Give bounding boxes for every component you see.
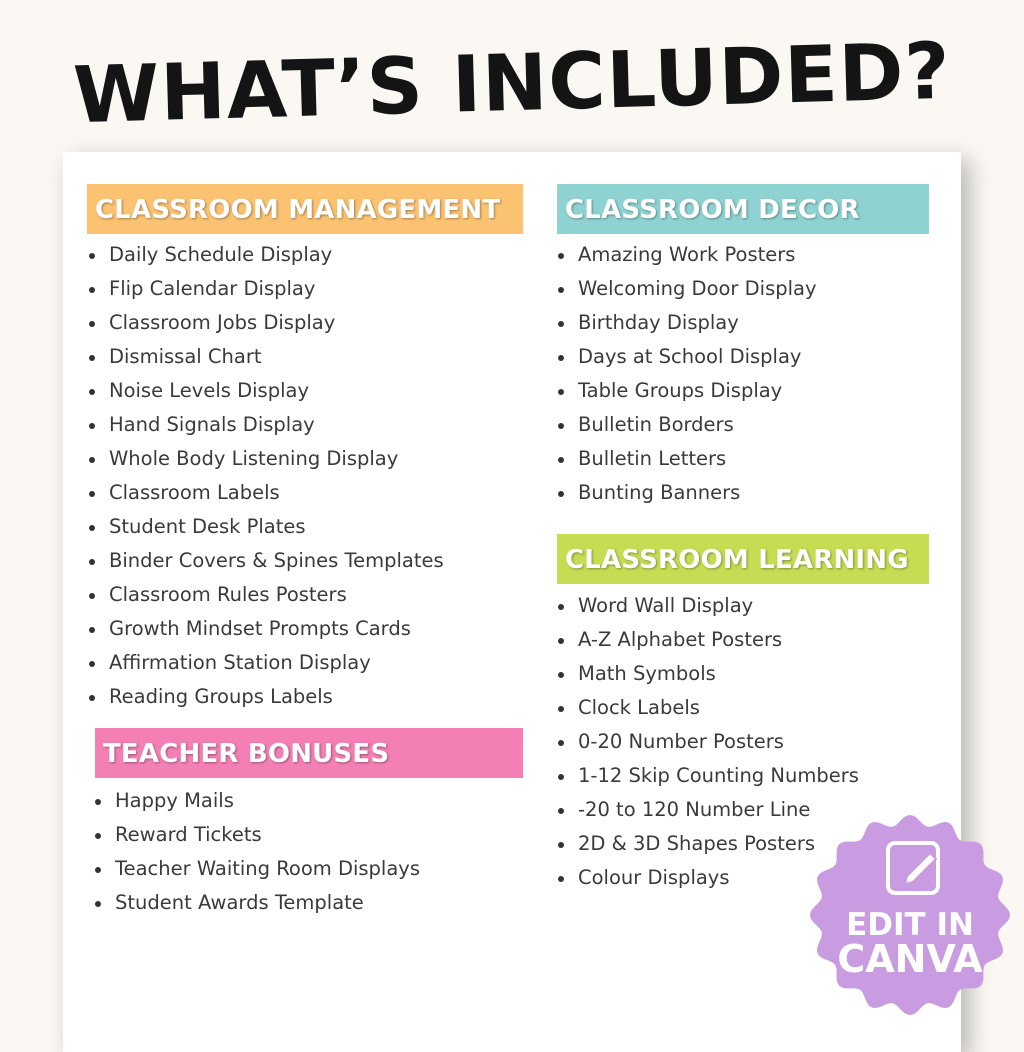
list-item: Welcoming Door Display bbox=[558, 272, 817, 306]
list-item: Daily Schedule Display bbox=[89, 238, 444, 272]
list-item: A-Z Alphabet Posters bbox=[558, 623, 859, 657]
list-item: 0-20 Number Posters bbox=[558, 725, 859, 759]
list-item: Classroom Jobs Display bbox=[89, 306, 444, 340]
list-item: Colour Displays bbox=[558, 861, 859, 895]
section-heading-classroom-management: CLASSROOM MANAGEMENT bbox=[87, 184, 523, 234]
list-item: Student Desk Plates bbox=[89, 510, 444, 544]
list-item: Classroom Labels bbox=[89, 476, 444, 510]
list-item: Reward Tickets bbox=[95, 818, 420, 852]
list-item: Word Wall Display bbox=[558, 589, 859, 623]
section-heading-teacher-bonuses: TEACHER BONUSES bbox=[95, 728, 523, 778]
list-item: Table Groups Display bbox=[558, 374, 817, 408]
list-item: 1-12 Skip Counting Numbers bbox=[558, 759, 859, 793]
list-item: -20 to 120 Number Line bbox=[558, 793, 859, 827]
list-item: Classroom Rules Posters bbox=[89, 578, 444, 612]
list-item: Noise Levels Display bbox=[89, 374, 444, 408]
list-item: Binder Covers & Spines Templates bbox=[89, 544, 444, 578]
list-item: Birthday Display bbox=[558, 306, 817, 340]
edit-in-canva-badge[interactable] bbox=[810, 815, 1010, 1015]
list-item: Math Symbols bbox=[558, 657, 859, 691]
list-item: Happy Mails bbox=[95, 784, 420, 818]
list-item: Flip Calendar Display bbox=[89, 272, 444, 306]
list-item: Days at School Display bbox=[558, 340, 817, 374]
list-item: Hand Signals Display bbox=[89, 408, 444, 442]
section-heading-classroom-learning: CLASSROOM LEARNING bbox=[557, 534, 929, 584]
badge-line-1: EDIT IN bbox=[846, 907, 974, 943]
badge-line-2: CANVA bbox=[837, 937, 983, 981]
section-heading-classroom-decor: CLASSROOM DECOR bbox=[557, 184, 929, 234]
list-item: Bulletin Borders bbox=[558, 408, 817, 442]
list-item: Bulletin Letters bbox=[558, 442, 817, 476]
list-item: Whole Body Listening Display bbox=[89, 442, 444, 476]
page-title: WHAT’S INCLUDED? bbox=[72, 26, 952, 142]
list-item: Bunting Banners bbox=[558, 476, 817, 510]
list-classroom-decor bbox=[558, 238, 817, 510]
edit-icon bbox=[880, 835, 946, 901]
list-teacher-bonuses bbox=[95, 784, 420, 920]
list-item: 2D & 3D Shapes Posters bbox=[558, 827, 859, 861]
list-item: Dismissal Chart bbox=[89, 340, 444, 374]
list-item: Student Awards Template bbox=[95, 886, 420, 920]
list-classroom-management bbox=[89, 238, 444, 714]
list-item: Amazing Work Posters bbox=[558, 238, 817, 272]
list-item: Affirmation Station Display bbox=[89, 646, 444, 680]
list-item: Clock Labels bbox=[558, 691, 859, 725]
list-item: Teacher Waiting Room Displays bbox=[95, 852, 420, 886]
list-item: Growth Mindset Prompts Cards bbox=[89, 612, 444, 646]
list-item: Reading Groups Labels bbox=[89, 680, 444, 714]
